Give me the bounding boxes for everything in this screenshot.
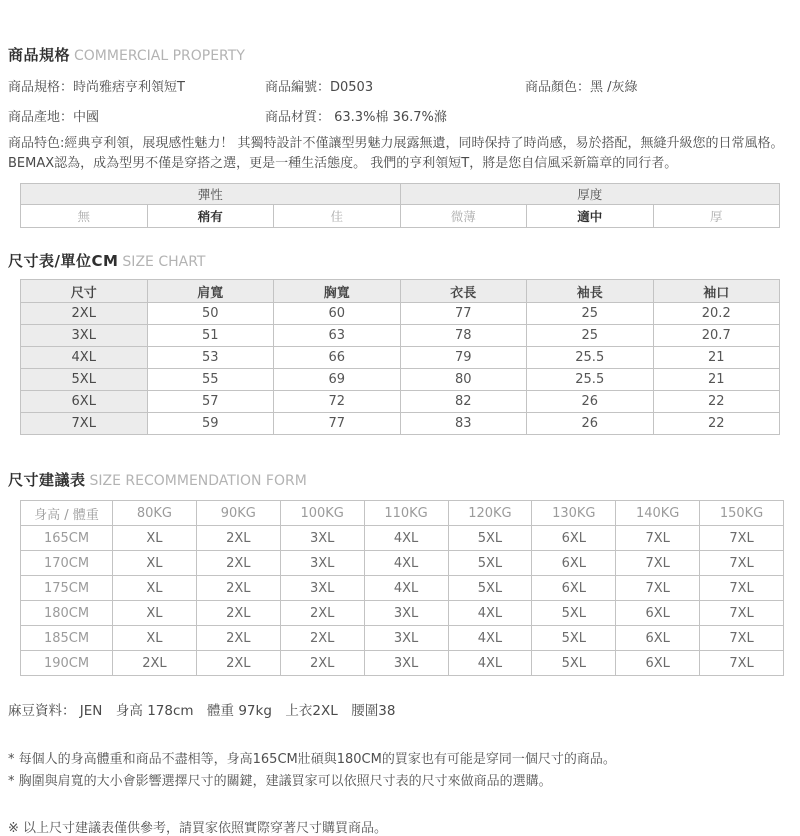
row-header: 6XL [21, 391, 148, 413]
table-cell: 3XL [364, 651, 448, 676]
table-cell: 50 [147, 303, 274, 325]
table-cell: 25 [527, 303, 654, 325]
model-info: 麻豆資料： JEN 身高 178cm 體重 97kg 上衣2XL 腰圍38 [8, 703, 396, 719]
table-cell: 5XL [532, 601, 616, 626]
table-cell: 2XL [113, 651, 197, 676]
table-cell: 60 [274, 303, 401, 325]
table-row [21, 601, 784, 626]
attribute-option: 微薄 [400, 205, 527, 228]
table-cell: 83 [400, 413, 527, 435]
table-cell: 6XL [532, 551, 616, 576]
table-cell: XL [113, 601, 197, 626]
table-cell: 21 [653, 369, 780, 391]
table-row [21, 413, 780, 435]
attribute-option: 無 [21, 205, 148, 228]
table-cell: 25.5 [527, 347, 654, 369]
table-cell: XL [113, 626, 197, 651]
table-cell: 4XL [364, 551, 448, 576]
table-cell: 2XL [196, 551, 280, 576]
table-cell: 20.2 [653, 303, 780, 325]
table-cell: 2XL [196, 651, 280, 676]
spec-field-row-2 [8, 106, 790, 125]
table-cell: 53 [147, 347, 274, 369]
table-cell: XL [113, 526, 197, 551]
table-cell: 20.7 [653, 325, 780, 347]
table-cell: 7XL [700, 626, 784, 651]
row-header: 5XL [21, 369, 148, 391]
table-cell: 25.5 [527, 369, 654, 391]
table-cell: 2XL [280, 626, 364, 651]
table-cell: 2XL [280, 651, 364, 676]
attribute-option-selected: 適中 [527, 205, 654, 228]
table-cell: 6XL [616, 601, 700, 626]
attribute-option: 佳 [274, 205, 401, 228]
table-row [21, 303, 780, 325]
table-cell: 7XL [700, 601, 784, 626]
table-row [21, 526, 784, 551]
column-header: 胸寬 [274, 280, 401, 303]
table-cell: 22 [653, 391, 780, 413]
table-cell: 5XL [532, 651, 616, 676]
notes-block [8, 749, 790, 793]
table-cell: 5XL [448, 526, 532, 551]
table-cell: 77 [400, 303, 527, 325]
table-cell: 6XL [532, 576, 616, 601]
table-cell: 6XL [616, 626, 700, 651]
table-cell: 25 [527, 325, 654, 347]
column-header: 120KG [448, 501, 532, 526]
table-cell: 77 [274, 413, 401, 435]
spec-section-title [8, 44, 790, 65]
column-header: 140KG [616, 501, 700, 526]
table-cell: 2XL [196, 626, 280, 651]
table-cell: 3XL [280, 551, 364, 576]
row-header: 175CM [21, 576, 113, 601]
table-cell: 26 [527, 391, 654, 413]
table-cell: 82 [400, 391, 527, 413]
table-cell: 79 [400, 347, 527, 369]
size-chart-title-zh: 尺寸表/單位CM [8, 252, 119, 270]
attribute-option-row [21, 205, 780, 228]
row-header: 7XL [21, 413, 148, 435]
row-header: 165CM [21, 526, 113, 551]
header-row [21, 280, 780, 303]
attribute-group-header: 厚度 [400, 184, 780, 205]
product-feature-text: 商品特色:經典亨利領，展現感性魅力！ 其獨特設計不僅讓型男魅力展露無遺，同時保持了時尚感，易於搭配，無縫升級您的日常風格。 BEMAX認為，成為型男不僅是穿搭之選，更是一種生活態度。 我們的亨利領短T，將是您自信風采新篇章的同行者。 [8, 136, 784, 171]
table-cell: 7XL [616, 526, 700, 551]
table-cell: 22 [653, 413, 780, 435]
table-cell: 72 [274, 391, 401, 413]
table-cell: 55 [147, 369, 274, 391]
table-cell: 57 [147, 391, 274, 413]
table-row [21, 391, 780, 413]
column-header: 尺寸 [21, 280, 148, 303]
table-cell: 4XL [448, 626, 532, 651]
table-row [21, 369, 780, 391]
table-cell: 78 [400, 325, 527, 347]
attribute-option: 厚 [653, 205, 780, 228]
table-cell: 5XL [448, 576, 532, 601]
row-header: 4XL [21, 347, 148, 369]
column-header: 130KG [532, 501, 616, 526]
column-header: 90KG [196, 501, 280, 526]
product-name: 商品規格：時尚雅痞亨利領短T [8, 80, 185, 95]
table-cell: 5XL [448, 551, 532, 576]
table-row [21, 626, 784, 651]
table-cell: XL [113, 551, 197, 576]
final-note: ※ 以上尺寸建議表僅供參考，請買家依照實際穿著尺寸購買商品。 [8, 821, 388, 836]
size-recommendation-title [8, 469, 790, 490]
table-cell: 51 [147, 325, 274, 347]
size-chart-title-en: SIZE CHART [122, 254, 206, 270]
table-cell: 3XL [280, 576, 364, 601]
size-recommendation-section [8, 469, 790, 676]
size-recommendation-title-en: SIZE RECOMMENDATION FORM [89, 473, 307, 489]
attribute-option-selected: 稍有 [147, 205, 274, 228]
row-header: 190CM [21, 651, 113, 676]
column-header: 80KG [113, 501, 197, 526]
table-cell: 7XL [700, 576, 784, 601]
size-chart-table [20, 279, 780, 435]
spec-field-row-1 [8, 76, 790, 95]
elasticity-thickness-table [20, 183, 780, 228]
product-code: 商品編號：D0503 [265, 80, 374, 95]
table-cell: 7XL [616, 551, 700, 576]
table-row [21, 651, 784, 676]
table-cell: 4XL [364, 526, 448, 551]
table-cell: 6XL [616, 651, 700, 676]
column-header: 衣長 [400, 280, 527, 303]
table-cell: 2XL [280, 601, 364, 626]
table-cell: 4XL [364, 576, 448, 601]
table-cell: 26 [527, 413, 654, 435]
table-cell: 69 [274, 369, 401, 391]
size-recommendation-title-zh: 尺寸建議表 [8, 471, 86, 489]
table-cell: 21 [653, 347, 780, 369]
spec-title-en: COMMERCIAL PROPERTY [74, 48, 245, 64]
spec-title-zh: 商品規格 [8, 46, 71, 64]
table-row [21, 347, 780, 369]
table-row [21, 551, 784, 576]
row-header: 3XL [21, 325, 148, 347]
header-row [21, 501, 784, 526]
column-header: 肩寬 [147, 280, 274, 303]
table-cell: 3XL [364, 626, 448, 651]
note-line-2: * 胸圍與肩寬的大小會影響選擇尺寸的關鍵，建議買家可以依照尺寸表的尺寸來做商品的選購。 [8, 774, 552, 789]
table-cell: 7XL [700, 551, 784, 576]
table-cell: 2XL [196, 526, 280, 551]
size-recommendation-table [20, 500, 784, 676]
size-chart-section [8, 250, 790, 435]
product-origin: 商品產地：中國 [8, 110, 100, 125]
table-cell: 3XL [280, 526, 364, 551]
table-cell: 5XL [532, 626, 616, 651]
product-material: 商品材質： 63.3%棉 36.7%滌 [265, 110, 447, 125]
note-line-1: * 每個人的身高體重和商品不盡相等，身高165CM壯碩與180CM的買家也有可能是穿同一個尺寸的商品。 [8, 752, 616, 767]
product-color: 商品顏色：黑 /灰綠 [525, 80, 638, 95]
row-header: 2XL [21, 303, 148, 325]
size-chart-title [8, 250, 790, 271]
column-header: 110KG [364, 501, 448, 526]
table-cell: 80 [400, 369, 527, 391]
table-cell: 4XL [448, 601, 532, 626]
table-row [21, 325, 780, 347]
table-cell: 63 [274, 325, 401, 347]
attribute-group-header: 彈性 [21, 184, 401, 205]
row-header: 180CM [21, 601, 113, 626]
table-cell: XL [113, 576, 197, 601]
table-cell: 7XL [700, 651, 784, 676]
table-cell: 7XL [700, 526, 784, 551]
table-cell: 2XL [196, 601, 280, 626]
column-header: 100KG [280, 501, 364, 526]
table-cell: 59 [147, 413, 274, 435]
column-header: 袖口 [653, 280, 780, 303]
column-header: 150KG [700, 501, 784, 526]
table-cell: 3XL [364, 601, 448, 626]
row-header: 170CM [21, 551, 113, 576]
table-row [21, 576, 784, 601]
table-cell: 2XL [196, 576, 280, 601]
column-header: 身高 / 體重 [21, 501, 113, 526]
row-header: 185CM [21, 626, 113, 651]
column-header: 袖長 [527, 280, 654, 303]
table-cell: 6XL [532, 526, 616, 551]
table-cell: 4XL [448, 651, 532, 676]
table-cell: 66 [274, 347, 401, 369]
table-cell: 7XL [616, 576, 700, 601]
